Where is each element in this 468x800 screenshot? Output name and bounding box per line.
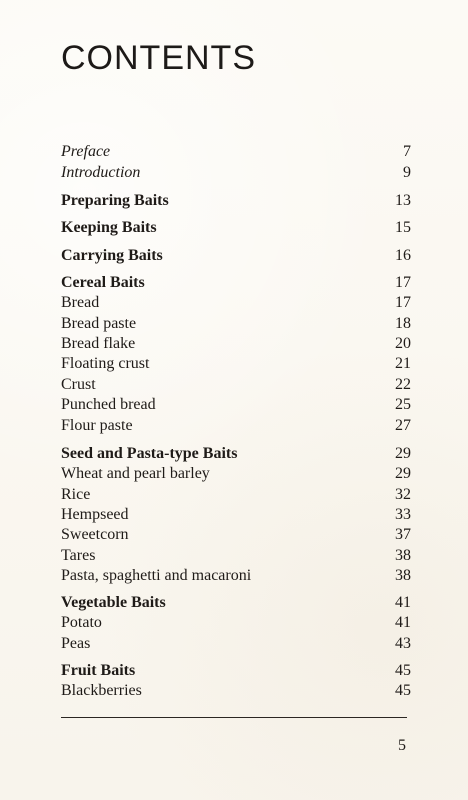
toc-entry [61,245,411,267]
toc-entry-page: 17 [395,294,411,311]
toc-entry [61,162,411,184]
toc-entry-page: 33 [395,506,411,523]
toc-entry-label: Flour paste [61,417,133,434]
toc-entry-page: 16 [395,247,411,264]
toc-entry-page: 25 [395,396,411,413]
toc-entry [61,612,411,634]
toc-entry-page: 29 [395,445,411,462]
toc-entry-label: Floating crust [61,355,150,372]
toc-entry-page: 17 [395,274,411,291]
toc-entry-label: Seed and Pasta-type Baits [61,445,238,462]
toc-entry-label: Hempseed [61,506,129,523]
toc-entry-label: Bread [61,294,100,311]
toc-entry-page: 32 [395,486,411,503]
toc-entry-label: Cereal Baits [61,274,145,291]
toc-entry-label: Tares [61,547,96,564]
toc-entry [61,217,411,239]
toc-entry [61,443,411,465]
toc-entry [61,292,411,314]
toc-entry [61,190,411,212]
toc-entry [61,313,411,335]
toc-entry-page: 22 [395,376,411,393]
table-of-contents [61,0,415,720]
toc-entry-label: Potato [61,614,102,631]
footer-rule [61,717,407,718]
toc-entry-label: Vegetable Baits [61,594,166,611]
toc-entry-label: Punched bread [61,396,156,413]
toc-entry-label: Wheat and pearl barley [61,465,210,482]
toc-entry [61,374,411,396]
toc-entry-label: Peas [61,635,91,652]
toc-entry [61,524,411,546]
toc-entry [61,463,411,485]
toc-entry-page: 43 [395,635,411,652]
page-title: CONTENTS [61,39,256,77]
toc-entry [61,633,411,655]
toc-entry [61,504,411,526]
toc-entry-label: Crust [61,376,96,393]
toc-entry-label: Fruit Baits [61,662,136,679]
toc-entry-page: 15 [395,219,411,236]
toc-entry-page: 18 [395,315,411,332]
toc-entry [61,394,411,416]
toc-entry [61,353,411,375]
toc-entry [61,333,411,355]
toc-entry [61,680,411,702]
toc-entry-page: 38 [395,567,411,584]
page-number: 5 [398,737,406,754]
toc-entry-label: Keeping Baits [61,219,157,236]
toc-entry-page: 27 [395,417,411,434]
toc-entry [61,141,411,163]
toc-entry-page: 41 [395,594,411,611]
toc-entry [61,545,411,567]
toc-entry-page: 20 [395,335,411,352]
toc-entry-page: 37 [395,526,411,543]
toc-entry-page: 7 [403,143,411,160]
toc-entry-label: Rice [61,486,91,503]
toc-entry [61,272,411,294]
toc-entry-label: Introduction [61,164,141,181]
toc-entry-page: 29 [395,465,411,482]
toc-entry [61,565,411,587]
toc-entry-label: Preface [61,143,111,160]
toc-entry-page: 41 [395,614,411,631]
toc-entry-label: Preparing Baits [61,192,169,209]
toc-entry-label: Bread paste [61,315,137,332]
toc-entry [61,660,411,682]
toc-entry-page: 13 [395,192,411,209]
toc-entry-label: Carrying Baits [61,247,163,264]
toc-entry-page: 45 [395,662,411,679]
toc-entry-page: 9 [403,164,411,181]
toc-entry [61,592,411,614]
toc-entry [61,415,411,437]
toc-entry-page: 21 [395,355,411,372]
toc-entry-label: Sweetcorn [61,526,129,543]
toc-entry-page: 45 [395,682,411,699]
toc-entry-label: Pasta, spaghetti and macaroni [61,567,252,584]
toc-entry [61,484,411,506]
toc-entry-label: Blackberries [61,682,142,699]
toc-entry-label: Bread flake [61,335,136,352]
toc-entry-page: 38 [395,547,411,564]
